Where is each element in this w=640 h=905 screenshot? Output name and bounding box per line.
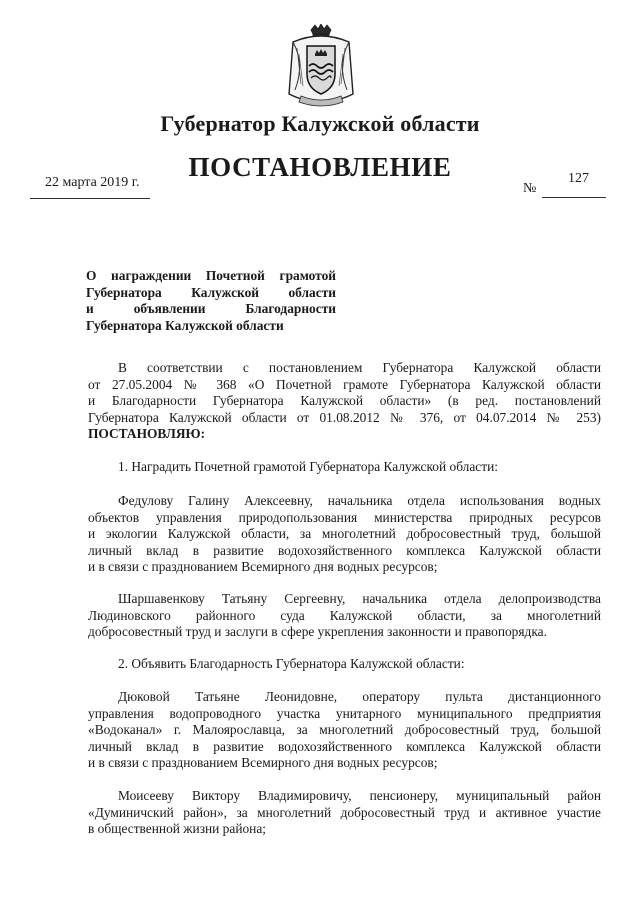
number-underline: [542, 197, 606, 198]
subject-line: Губернатора Калужской области: [86, 317, 284, 333]
award-paragraph-1: [88, 493, 601, 576]
paragraph-line: в общественной жизни района;: [88, 821, 267, 837]
preamble-line: Губернатора Калужской области от 01.08.2012 № 376, от 04.07.2014 № 253): [88, 409, 601, 425]
paragraph-line: управления водопроводного участка унитарного муниципального предприятия: [88, 705, 601, 721]
paragraph-line: и в связи с празднованием Всемирного дня водных ресурсов;: [88, 755, 438, 771]
coat-of-arms-icon: [285, 24, 357, 110]
award-paragraph-2: [88, 591, 601, 641]
paragraph-line: и экологии Калужской области, за многолетний добросовестный труд, большой: [88, 526, 601, 542]
preamble-line: и Благодарности Губернатора Калужской области» (в ред. постановлений: [88, 393, 601, 409]
issuing-authority: Губернатор Калужской области: [160, 111, 480, 136]
paragraph-line: Людиновского районного суда Калужской области, за многолетний: [88, 607, 601, 623]
paragraph-line: Федулову Галину Алексеевну, начальника отдела использования водных: [118, 493, 601, 508]
gratitude-paragraph-2: [88, 788, 601, 838]
document-number: 127: [568, 171, 589, 186]
item-2-heading: 2. Объявить Благодарность Губернатора Калужской области:: [118, 656, 465, 671]
paragraph-line: «Водоканал» г. Малоярославца, за многолетний добросовестный труд, большой: [88, 722, 601, 738]
item-1-heading: 1. Наградить Почетной грамотой Губернатора Калужской области:: [118, 459, 498, 474]
document-subject: [86, 268, 336, 334]
subject-line: и объявлении Благодарности: [86, 301, 336, 317]
preamble-line: В соответствии с постановлением Губернатора Калужской области: [118, 360, 601, 375]
preamble-line: от 27.05.2004 № 368 «О Почетной грамоте Губернатора Калужской области: [88, 376, 601, 392]
preamble-paragraph: [88, 360, 601, 443]
paragraph-line: «Думиничский район», за многолетний добросовестный труд и активное участие: [88, 804, 601, 820]
paragraph-line: Шаршавенкову Татьяну Сергеевну, начальника отдела делопроизводства: [118, 591, 601, 606]
document-date: 22 марта 2019 г.: [45, 175, 140, 190]
date-underline: [30, 198, 150, 199]
gratitude-paragraph-1: [88, 689, 601, 772]
paragraph-line: личный вклад в развитие водохозяйственного комплекса Калужской области: [88, 542, 601, 558]
subject-line: Губернатора Калужской области: [86, 284, 336, 300]
paragraph-line: объектов управления природопользования министерства природных ресурсов: [88, 509, 601, 525]
paragraph-line: добросовестный труд и заслуги в сфере укрепления законности и правопорядка.: [88, 624, 547, 640]
subject-line: О награждении Почетной грамотой: [86, 268, 336, 283]
paragraph-line: Дюковой Татьяне Леонидовне, оператору пульта дистанционного: [118, 689, 601, 704]
number-sign: №: [523, 181, 537, 196]
paragraph-line: личный вклад в развитие водохозяйственного комплекса Калужской области: [88, 738, 601, 754]
decree-word: ПОСТАНОВЛЯЮ:: [88, 426, 206, 442]
document-type-title: ПОСТАНОВЛЕНИЕ: [188, 152, 452, 182]
paragraph-line: Моисееву Виктору Владимировичу, пенсионеру, муниципальный район: [118, 788, 601, 803]
paragraph-line: и в связи с празднованием Всемирного дня водных ресурсов;: [88, 559, 438, 575]
